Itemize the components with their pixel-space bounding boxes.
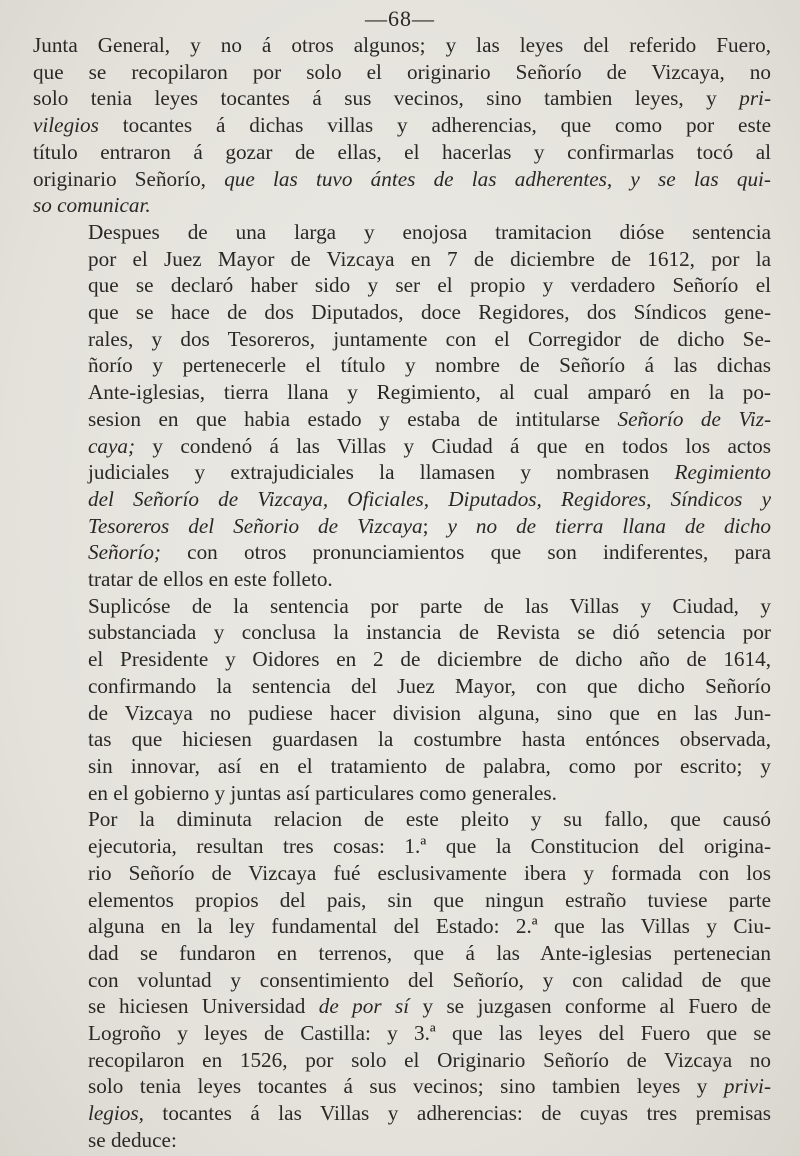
text-run: que se recopilaron por solo el originario Señorío de Vizcaya, no — [33, 59, 771, 84]
text-line — [33, 59, 771, 86]
text-run: tas que hiciesen guardasen la costumbre hasta entónces observada, — [88, 727, 771, 752]
text-line — [33, 219, 771, 246]
text-line — [33, 459, 771, 486]
text-run: Suplicóse de la sentencia por parte de las Villas y Ciudad, y — [88, 593, 771, 618]
text-run: Logroño y leyes de Castilla: y 3.ª que las leyes del Fuero que se — [88, 1021, 771, 1046]
italic-text: y no de tierra llana de dicho — [447, 513, 772, 538]
text-run: solo tenia leyes tocantes á sus vecinos, sino tambien leyes, y — [33, 86, 740, 111]
text-run: ejecutoria, resultan tres cosas: 1.ª que la Constitucion del origina- — [88, 834, 771, 859]
text-run: sin innovar, así en el tratamiento de palabra, como por escrito; y — [88, 753, 771, 778]
text-run: Ante-iglesias, tierra llana y Regimiento, al cual amparó en la po- — [88, 380, 771, 405]
text-run: que se declaró haber sido y ser el propio y verdadero Señorío el — [88, 273, 771, 298]
text-run: y condenó á las Villas y Ciudad á que en todos los actos — [135, 433, 771, 458]
text-run: alguna en la ley fundamental del Estado: 2.ª que las Villas y Ciu- — [88, 914, 771, 939]
paragraph — [33, 219, 771, 593]
paragraph — [33, 32, 771, 219]
text-run: título entraron á gozar de ellas, el hacerlas y confirmarlas tocó al — [33, 139, 771, 164]
italic-text: Tesoreros del Señorio de Vizcaya — [88, 513, 423, 538]
text-run: que se hace de dos Diputados, doce Regidores, dos Síndicos gene- — [88, 300, 771, 325]
text-line — [33, 700, 771, 727]
text-line — [33, 1100, 771, 1127]
text-run: en el gobierno y juntas así particulares como generales. — [88, 780, 557, 805]
text-run: tocantes á dichas villas y adherencias, que como por este — [98, 113, 771, 138]
text-line — [33, 646, 771, 673]
text-run: substanciada y conclusa la instancia de Revista se dió setencia por — [88, 620, 771, 645]
text-run: tocantes á las Villas y adherencias: de cuyas tres premisas — [143, 1101, 771, 1126]
text-line — [33, 1047, 771, 1074]
text-line — [33, 246, 771, 273]
text-run: con otros pronunciamientos que son indiferentes, para — [160, 540, 771, 565]
text-line — [33, 299, 771, 326]
text-line — [33, 1073, 771, 1100]
italic-text: Regimiento — [674, 460, 771, 485]
text-run: rio Señorío de Vizcaya fué esclusivamente ibera y formada con los — [88, 860, 771, 885]
text-line — [33, 993, 771, 1020]
italic-text: caya; — [88, 433, 136, 458]
text-line — [33, 539, 771, 566]
text-line — [33, 593, 771, 620]
text-run: sesion en que habia estado y estaba de intitularse — [88, 406, 618, 431]
text-run: confirmando la sentencia del Juez Mayor, con que dicho Señorío — [88, 673, 771, 698]
italic-text: que las tuvo ántes de las adherentes, y se las qui- — [224, 166, 771, 191]
text-run: ñorío y pertenecerle el título y nombre de Señorío á las dichas — [88, 353, 771, 378]
paragraph — [33, 593, 771, 807]
page-number: —68— — [365, 6, 435, 31]
text-line — [33, 406, 771, 433]
text-run: tratar de ellos en este folleto. — [88, 567, 333, 592]
text-run: dad se fundaron en terrenos, que á las Ante-iglesias pertenecian — [88, 940, 771, 965]
italic-text: so comunicar. — [33, 193, 151, 218]
text-run: originario Señorío, — [33, 166, 225, 191]
italic-text: de por sí — [318, 994, 410, 1019]
text-line — [33, 112, 771, 139]
text-run: con voluntad y consentimiento del Señorío, y con calidad de que — [88, 967, 771, 992]
text-line — [33, 139, 771, 166]
text-run: y se juzgasen conforme al Fuero de — [409, 994, 771, 1019]
text-line — [33, 85, 771, 112]
text-line — [33, 860, 771, 887]
text-line — [33, 887, 771, 914]
italic-text: legios, — [88, 1101, 144, 1126]
text-run: recopilaron en 1526, por solo el Originario Señorío de Vizcaya no — [88, 1047, 771, 1072]
italic-text: Señorío; — [88, 540, 161, 565]
body-text — [33, 32, 771, 1154]
italic-text: Señorío de Viz- — [617, 406, 772, 431]
text-run: Despues de una larga y enojosa tramitacion dióse sentencia — [88, 219, 771, 244]
text-line — [33, 673, 771, 700]
text-line — [33, 940, 771, 967]
text-line — [33, 513, 771, 540]
text-line — [33, 833, 771, 860]
text-run: judiciales y extrajudiciales la llamasen y nombrasen — [88, 460, 675, 485]
text-line — [33, 433, 771, 460]
text-run: se hiciesen Universidad — [88, 994, 319, 1019]
text-run: por el Juez Mayor de Vizcaya en 7 de diciembre de 1612, por la — [88, 246, 771, 271]
text-line — [33, 352, 771, 379]
text-line — [33, 913, 771, 940]
text-line — [33, 967, 771, 994]
italic-text: privi- — [723, 1074, 771, 1099]
text-run: el Presidente y Oidores en 2 de diciembre de dicho año de 1614, — [88, 647, 771, 672]
text-line — [33, 32, 771, 59]
text-line — [33, 1020, 771, 1047]
text-line — [33, 192, 771, 219]
text-line — [33, 486, 771, 513]
text-line — [33, 619, 771, 646]
text-run: Junta General, y no á otros algunos; y las leyes del referido Fuero, — [33, 33, 771, 57]
text-run: elementos propios del pais, sin que ningun estraño tuviese parte — [88, 887, 771, 912]
text-line — [33, 326, 771, 353]
italic-text: del Señorío de Vizcaya, Oficiales, Diputados, Regidores, Síndicos y — [88, 486, 771, 511]
text-line — [33, 753, 771, 780]
text-line — [33, 166, 771, 193]
text-line — [33, 806, 771, 833]
text-run: ; — [422, 513, 448, 538]
text-line — [33, 566, 771, 593]
text-line — [33, 726, 771, 753]
text-run: Por la diminuta relacion de este pleito y su fallo, que causó — [88, 807, 771, 832]
paragraph — [33, 806, 771, 1153]
text-line — [33, 1127, 771, 1154]
text-run: solo tenia leyes tocantes á sus vecinos; sino tambien leyes y — [88, 1074, 724, 1099]
text-line — [33, 379, 771, 406]
italic-text: pri- — [739, 86, 771, 111]
text-line — [33, 272, 771, 299]
text-run: rales, y dos Tesoreros, juntamente con el Corregidor de dicho Se- — [88, 326, 771, 351]
text-run: de Vizcaya no pudiese hacer division alguna, sino que en las Jun- — [88, 700, 771, 725]
text-line — [33, 780, 771, 807]
text-run: se deduce: — [88, 1127, 177, 1152]
italic-text: vilegios — [33, 113, 99, 138]
